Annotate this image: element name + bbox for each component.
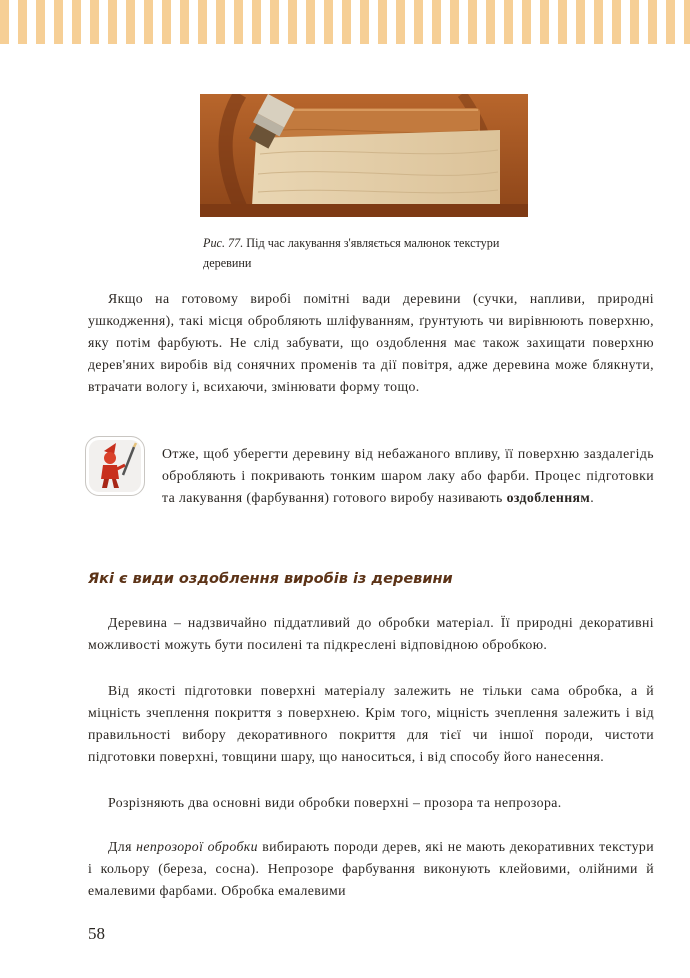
figure-caption — [203, 233, 543, 273]
opaque-lead: Для — [108, 839, 137, 854]
paragraph-defects: Якщо на готовому виробі помітні вади деревини (сучки, напливи, природні ушкодження), такі місця обробляють шліфуванням, ґрунтують чи вирівнюють поверхню, яку потім фарбують. Не слід забувати, що оздоблення має також захищати поверхню дерев'яних виробів від сонячних променів та дії повітря, адже деревина може блякнути, втрачати вологу і, всихаючи, змінювати форму тощо. — [88, 291, 654, 394]
page-number: 58 — [88, 924, 105, 943]
opaque-term: непрозорої обробки — [136, 839, 258, 854]
decorative-top-stripes — [0, 0, 690, 44]
figure-photo — [200, 94, 528, 217]
varnishing-panel-illustration — [200, 94, 528, 217]
opaque-rest: вибирають породи дерев, які не мають декоративних текстури і кольору (береза, сосна). Непрозоре фарбування виконують клейовими, олійними й емалевими фарбами. Обробка емалевими — [88, 839, 654, 898]
definition-term: оздобленням — [506, 490, 591, 505]
definition-paragraph — [162, 443, 654, 509]
definition-text-before: Отже, щоб уберегти деревину від небажаного впливу, її поверхню заздалегідь обробляють і покривають тонким шаром лаку або фарби. Процес підготовки та лакування (фарбування) готового виробу називають — [162, 446, 654, 505]
paragraph-surface-quality: Від якості підготовки поверхні матеріалу залежить не тільки сама обробка, а й міцність зчеплення покриття з поверхнею. Крім того, міцність зчеплення залежить і від правильності вибору декоративного покриття для тієї чи іншої породи, чистоти підготовки поверхні, товщини шару, що наноситься, і від способу його нанесення. — [88, 683, 654, 764]
definition-text-after: . — [590, 490, 595, 505]
paragraph-opaque-finish — [88, 836, 654, 902]
paragraph-wood-pliable: Деревина – надзвичайно піддатливий до обробки матеріал. Її природні декоративні можливості можуть бути посилені та підкреслені відповідною обробкою. — [88, 615, 654, 652]
figure-caption-text: Під час лакування з'являється малюнок текстури деревини — [203, 236, 500, 270]
section-heading: Які є види оздоблення виробів із деревини — [88, 571, 453, 587]
gnome-with-pencil-icon — [85, 436, 145, 496]
figure-label: Рис. 77. — [203, 236, 244, 250]
paragraph-two-types: Розрізняють два основні види обробки поверхні – прозора та непрозора. — [108, 795, 562, 810]
